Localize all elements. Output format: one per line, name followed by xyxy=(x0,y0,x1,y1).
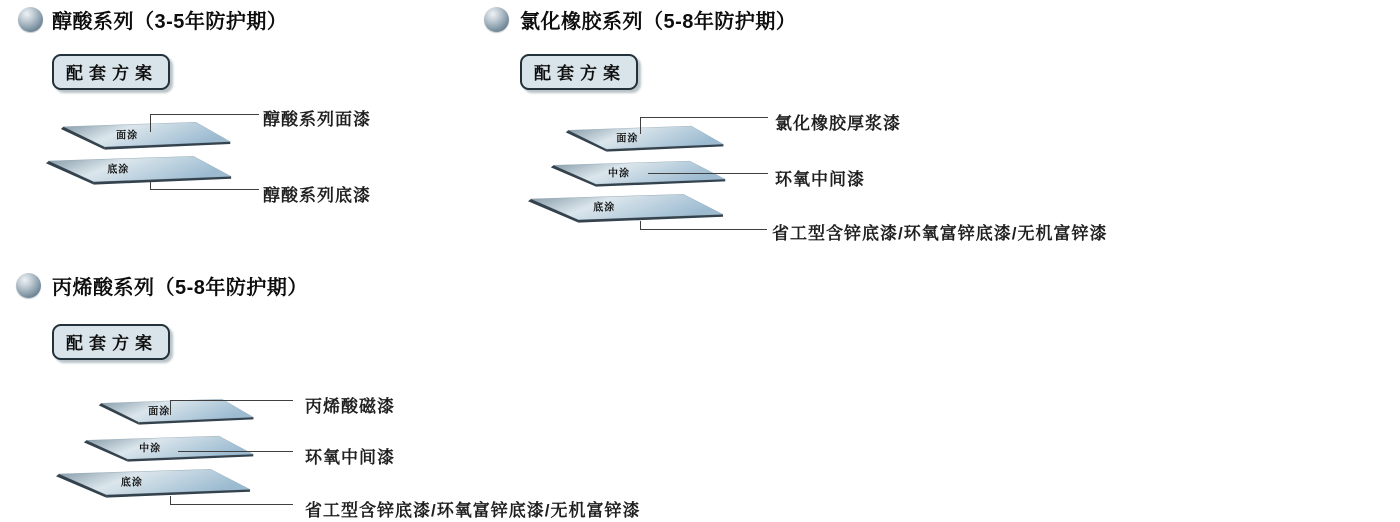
leader-line-vertical xyxy=(640,117,641,134)
plate-graphic xyxy=(565,124,725,152)
section-title: 氯化橡胶系列（5-8年防护期） xyxy=(520,11,797,33)
leader-line-vertical xyxy=(170,400,171,415)
coat-plate-topcoat xyxy=(60,120,232,150)
coat-plate-topcoat xyxy=(98,397,255,425)
coat-tag: 面涂 xyxy=(616,133,639,145)
coat-tag: 底涂 xyxy=(593,202,616,214)
leader-line-horizontal xyxy=(640,117,768,118)
product-label: 氯化橡胶厚浆漆 xyxy=(775,114,901,133)
product-label: 环氧中间漆 xyxy=(775,170,865,189)
coat-tag: 面涂 xyxy=(148,406,171,418)
coat-plate-midcoat xyxy=(83,434,255,462)
product-label: 环氧中间漆 xyxy=(305,448,395,467)
section-title: 醇酸系列（3-5年防护期） xyxy=(52,11,288,33)
scheme-badge: 配套方案 xyxy=(52,54,170,90)
series-bullet-icon xyxy=(484,7,509,32)
leader-line-horizontal xyxy=(648,173,768,174)
section-title: 丙烯酸系列（5-8年防护期） xyxy=(52,277,308,299)
plate-graphic xyxy=(83,434,255,462)
leader-line-horizontal xyxy=(178,451,293,452)
leader-line-horizontal xyxy=(150,189,259,190)
plate-graphic xyxy=(45,154,233,185)
plate-graphic xyxy=(98,397,255,425)
coat-tag: 中涂 xyxy=(139,443,162,455)
leader-line-horizontal xyxy=(150,114,259,115)
plate-graphic xyxy=(55,467,252,498)
product-label: 省工型含锌底漆/环氧富锌底漆/无机富锌漆 xyxy=(305,501,641,520)
leader-line-horizontal xyxy=(170,504,293,505)
coat-tag: 面涂 xyxy=(116,130,139,142)
scheme-badge: 配套方案 xyxy=(520,54,638,90)
series-bullet-icon xyxy=(18,7,43,32)
leader-line-horizontal xyxy=(170,400,293,401)
product-label: 丙烯酸磁漆 xyxy=(305,397,395,416)
leader-line-horizontal xyxy=(640,229,767,230)
product-label: 省工型含锌底漆/环氧富锌底漆/无机富锌漆 xyxy=(772,224,1108,243)
coat-tag: 底涂 xyxy=(107,164,130,176)
product-label: 醇酸系列底漆 xyxy=(263,186,371,205)
plate-graphic xyxy=(60,120,232,150)
coat-plate-primer xyxy=(55,467,252,498)
coat-plate-primer xyxy=(527,192,725,223)
plate-graphic xyxy=(527,192,725,223)
series-bullet-icon xyxy=(16,273,41,298)
coat-plate-topcoat xyxy=(565,124,725,152)
leader-line-vertical xyxy=(150,114,151,132)
coat-tag: 中涂 xyxy=(608,168,631,180)
coat-tag: 底涂 xyxy=(120,477,143,489)
scheme-badge: 配套方案 xyxy=(52,324,170,360)
coat-plate-primer xyxy=(45,154,233,185)
product-label: 醇酸系列面漆 xyxy=(263,110,371,129)
